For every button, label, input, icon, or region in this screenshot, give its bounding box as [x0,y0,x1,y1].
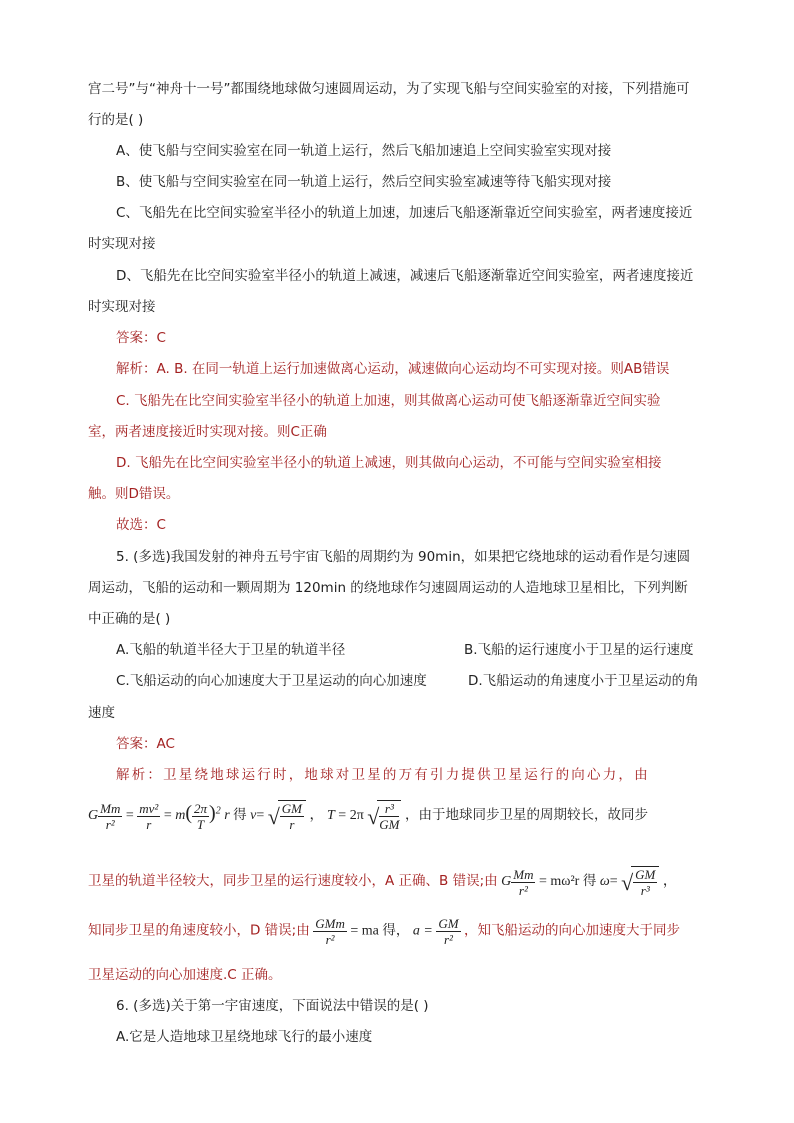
q5-stem-line3: 中正确的是( ) [88,611,171,627]
q5-explanation-line4: 知同步卫星的角速度较小，D 错误;由 $\frac{\text{GMm}}{\text{r²}}$ = ma 得， a = $\frac{GM}{\text{r²}}$ ，知飞船运动的向心加速度大于同步 [88,916,681,947]
q5-option-d-line1: D.飞船运动的角速度小于卫星运动的角 [468,673,699,689]
q4-conclusion: 故选：C [116,517,166,533]
q4-explanation-line1: 解析：A. B. 在同一轨道上运行加速做离心运动，减速做向心运动均不可实现对接。则AB错误 [116,361,670,377]
q5-stem-line2: 周运动，飞船的运动和一颗周期为 120min 的绕地球作匀速圆周运动的人造地球卫星相比，下列判断 [88,580,688,596]
q5-formula-tail: ，由于地球同步卫星的周期较长，故同步 [404,807,648,824]
q5-formula-line: G $\frac{Mm}{\text{r²}}$ = $\frac{\text{mv²}}{r}$ = m( $\frac{2\pi}{T}$ )$^2$ r 得 v= √ $\frac{GM}{r}$ ， T = 2π √ $\frac{\text{r³}}{GM}$ ，由于地球同步卫星的周期较长，故同步 [88,800,648,832]
q5-exp-line4-head: 知同步卫星的角速度较小，D 错误;由 [88,922,310,939]
q4-option-b: B、使飞船与空间实验室在同一轨道上运行，然后空间实验室减速等待飞船实现对接 [116,174,612,190]
q5-option-a: A.飞船的轨道半径大于卫星的轨道半径 [116,642,346,658]
q5-answer: 答案：AC [116,736,175,752]
q5-formula-de-1: 得 [233,807,247,824]
q5-explanation-line1: 解析：卫星绕地球运行时，地球对卫星的万有引力提供卫星运行的向心力，由 [116,767,650,783]
q5-stem-line1: 5. (多选)我国发射的神舟五号宇宙飞船的周期约为 90min，如果把它绕地球的运动看作是匀速圆 [116,549,691,565]
q4-stem-line1: 宫二号”与“神舟十一号”都围绕地球做匀速圆周运动，为了实现飞船与空间实验室的对接，下列措施可 [88,81,690,97]
q4-stem-line2: 行的是( ) [88,112,144,128]
q4-explanation-line3: 室，两者速度接近时实现对接。则C正确 [88,424,327,440]
q5-formula-de-3: 得， [382,922,410,939]
q5-option-c: C.飞船运动的向心加速度大于卫星运动的向心加速度 [116,673,427,689]
q5-option-d-line2: 速度 [88,705,115,721]
q4-option-a: A、使飞船与空间实验室在同一轨道上运行，然后飞船加速追上空间实验室实现对接 [116,143,612,159]
q5-option-b: B.飞船的运行速度小于卫星的运行速度 [464,642,694,658]
q5-exp-line4-tail: ，知飞船运动的向心加速度大于同步 [464,922,681,939]
q4-option-c-line2: 时实现对接 [88,236,156,252]
q5-exp-line3-head: 卫星的轨道半径较大，同步卫星的运行速度较小，A 正确、B 错误;由 [88,873,498,890]
q6-option-a: A.它是人造地球卫星绕地球飞行的最小速度 [116,1029,373,1045]
q4-answer: 答案：C [116,330,166,346]
q5-explanation-line5: 卫星运动的向心加速度.C 正确。 [88,967,282,983]
q5-explanation-line3: 卫星的轨道半径较大，同步卫星的运行速度较小，A 正确、B 错误;由 G $\frac{Mm}{\text{r²}}$ = mω²r 得 ω= √ $\frac{GM}{\text{r³}}$ ， [88,866,677,898]
q4-option-d-line2: 时实现对接 [88,299,156,315]
q4-explanation-line2: C. 飞船先在比空间实验室半径小的轨道上加速，则其做离心运动可使飞船逐渐靠近空间实验 [116,393,661,409]
q4-option-c-line1: C、飞船先在比空间实验室半径小的轨道上加速，加速后飞船逐渐靠近空间实验室，两者速度接近 [116,205,693,221]
q6-stem: 6. (多选)关于第一宇宙速度，下面说法中错误的是( ) [116,998,429,1014]
q4-explanation-line4: D. 飞船先在比空间实验室半径小的轨道上减速，则其做向心运动，不可能与空间实验室相接 [116,455,662,471]
q4-explanation-line5: 触。则D错误。 [88,486,180,502]
q4-option-d-line1: D、飞船先在比空间实验室半径小的轨道上减速，减速后飞船逐渐靠近空间实验室，两者速度接近 [116,268,694,284]
q5-formula-de-2: 得 [582,873,597,890]
